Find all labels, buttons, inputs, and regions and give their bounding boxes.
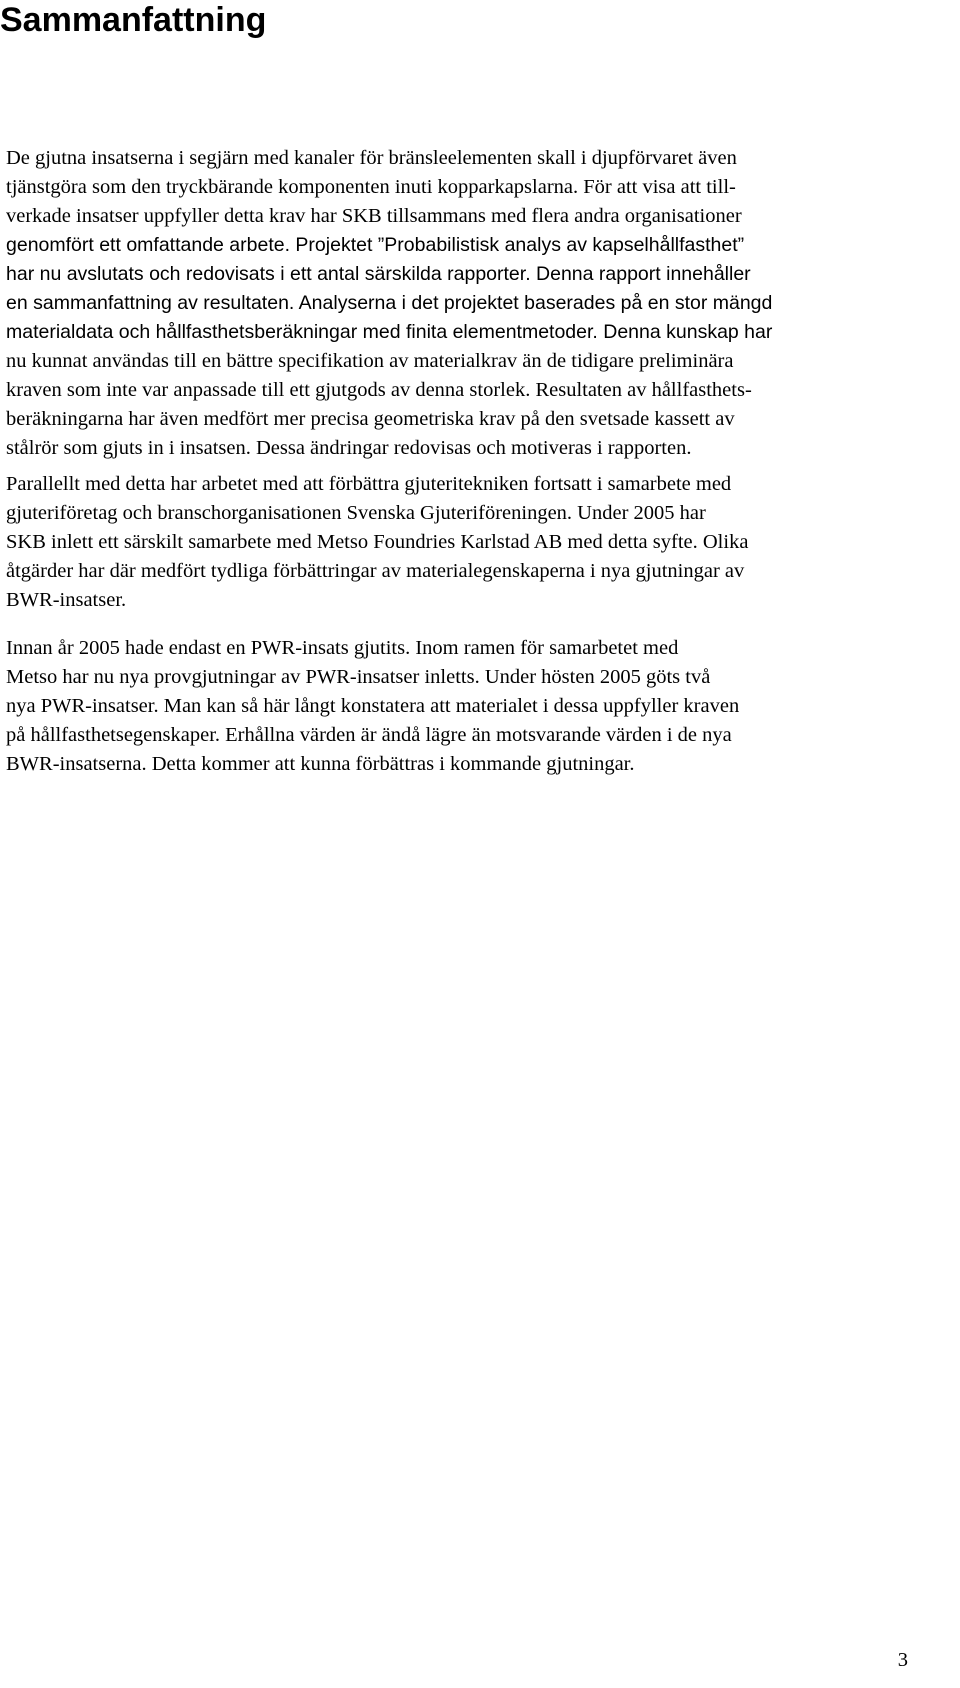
paragraph-line: beräkningarna har även medfört mer precisa geometriska krav på den svetsade kassett av [6,408,735,430]
paragraph-line: Parallellt med detta har arbetet med att förbättra gjuteritekniken fortsatt i samarbete med [6,473,732,495]
paragraph-line: nu kunnat användas till en bättre specifikation av materialkrav än de tidigare preliminära [6,350,734,372]
paragraph-line: Innan år 2005 hade endast en PWR-insats gjutits. Inom ramen för samarbetet med [6,637,679,659]
paragraph-line: gjuteriföretag och branschorganisationen Svenska Gjuteriföreningen. Under 2005 har [6,502,706,524]
paragraph-line: en sammanfattning av resultaten. Analyserna i det projektet baserades på en stor mängd [6,292,773,314]
paragraph-line: åtgärder har där medfört tydliga förbättringar av materialegenskaperna i nya gjutningar av [6,560,745,582]
paragraph-line: stålrör som gjuts in i insatsen. Dessa ändringar redovisas och motiveras i rapporten. [6,437,692,459]
paragraph-line: BWR-insatser. [6,589,127,611]
paragraph-line: nya PWR-insatser. Man kan så här långt konstatera att materialet i dessa uppfyller kraven [6,695,740,717]
paragraph-line: tjänstgöra som den tryckbärande komponenten inuti kopparkapslarna. För att visa att till- [6,176,736,198]
summary-paragraph-2 [6,470,956,615]
page-title: Sammanfattning [0,1,267,39]
paragraph-line: genomfört ett omfattande arbete. Projektet ”Probabilistisk analys av kapselhållfasthet” [6,234,745,256]
paragraph-line: De gjutna insatserna i segjärn med kanaler för bränsleelementen skall i djupförvaret även [6,147,737,169]
paragraph-line: har nu avslutats och redovisats i ett antal särskilda rapporter. Denna rapport innehåller [6,263,751,285]
paragraph-line: kraven som inte var anpassade till ett gjutgods av denna storlek. Resultaten av hållfasthets- [6,379,752,401]
paragraph-line: verkade insatser uppfyller detta krav har SKB tillsammans med flera andra organisationer [6,205,742,227]
summary-paragraph-3 [6,634,956,779]
page-number: 3 [897,1649,908,1671]
paragraph-line: Metso har nu nya provgjutningar av PWR-insatser inletts. Under hösten 2005 göts två [6,666,711,688]
paragraph-line: på hållfasthetsegenskaper. Erhållna värden är ändå lägre än motsvarande värden i de nya [6,724,732,746]
summary-paragraph-1 [6,144,956,463]
paragraph-line: materialdata och hållfasthetsberäkningar med finita elementmetoder. Denna kunskap har [6,321,773,343]
paragraph-line: SKB inlett ett särskilt samarbete med Metso Foundries Karlstad AB med detta syfte. Olika [6,531,749,553]
paragraph-line: BWR-insatserna. Detta kommer att kunna förbättras i kommande gjutningar. [6,753,635,775]
